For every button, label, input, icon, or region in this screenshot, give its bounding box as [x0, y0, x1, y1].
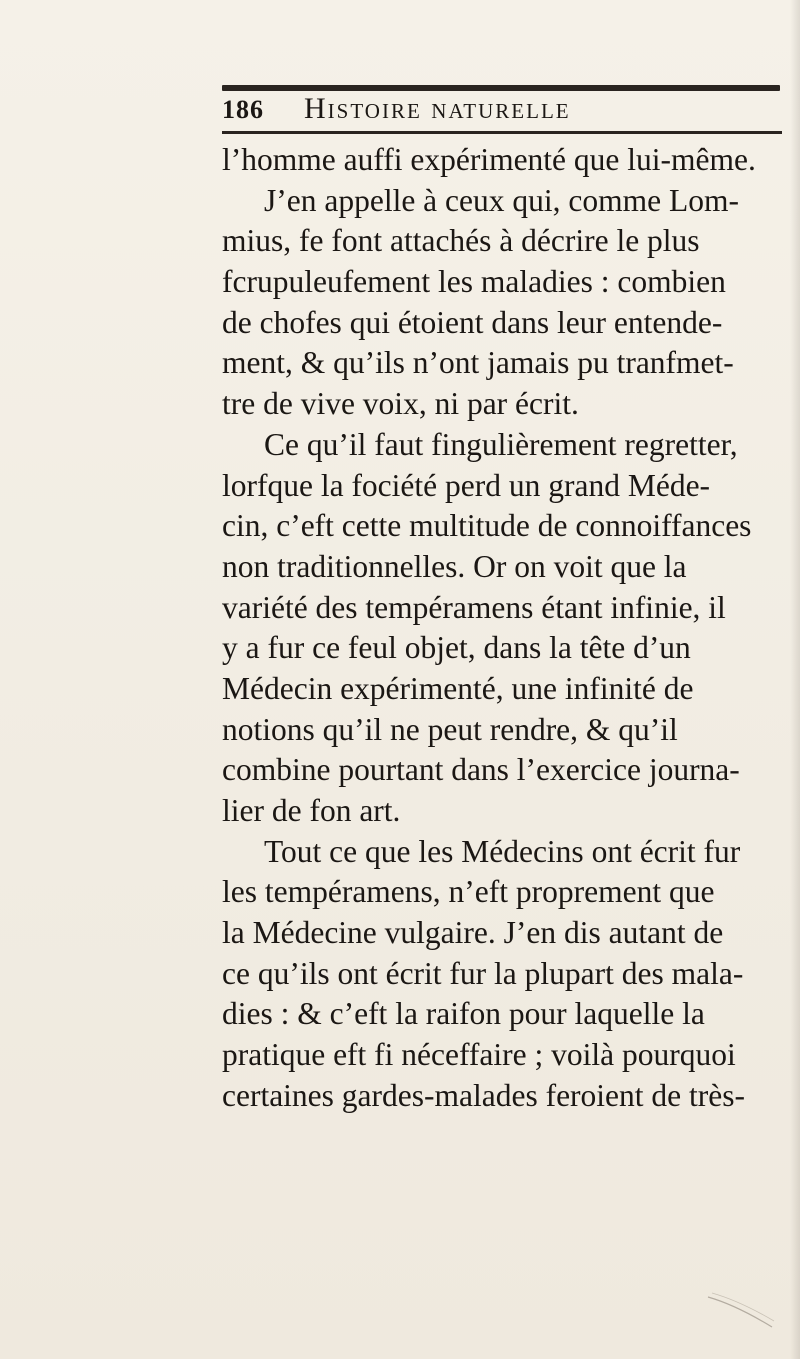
text-line: Tout ce que les Médecins ont écrit fur — [264, 833, 741, 869]
text-line: non traditionnelles. Or on voit que la — [222, 548, 687, 584]
text-line: ce qu’ils ont écrit fur la plupart des mala- — [222, 955, 744, 991]
text-line: certaines gardes-malades feroient de très- — [222, 1077, 745, 1113]
text-line: tre de vive voix, ni par écrit. — [222, 386, 579, 422]
page-number: 186 — [222, 95, 264, 124]
text-line: de chofes qui étoient dans leur entende- — [222, 304, 723, 340]
text-line: pratique eft fi néceffaire ; voilà pourquoi — [222, 1037, 736, 1073]
header-bottom-rule — [222, 131, 782, 134]
text-line: ment, & qu’ils n’ont jamais pu tranfmet- — [222, 345, 734, 381]
text-line: les tempéramens, n’eft proprement que — [222, 874, 715, 910]
text-line: fcrupuleufement les maladies : combien — [222, 264, 726, 300]
text-line: Médecin expérimenté, une infinité de — [222, 670, 694, 706]
running-header — [222, 92, 782, 132]
header-top-rule — [222, 85, 780, 91]
running-title: Histoire naturelle — [304, 92, 571, 125]
text-line: cin, c’eft cette multitude de connoiffances — [222, 508, 752, 544]
page-crease-mark — [706, 1291, 776, 1331]
text-line: lier de fon art. — [222, 793, 401, 828]
text-line: variété des tempéramens étant infinie, il — [222, 589, 726, 625]
text-line: notions qu’il ne peut rendre, & qu’il — [222, 711, 678, 747]
text-line: lorfque la fociété perd un grand Méde- — [222, 467, 711, 503]
text-line: dies : & c’eft la raifon pour laquelle la — [222, 996, 705, 1032]
text-line: J’en appelle à ceux qui, comme Lom- — [264, 182, 739, 218]
text-line: combine pourtant dans l’exercice journa- — [222, 752, 740, 788]
body-text — [222, 140, 794, 1117]
page-edge-shadow — [790, 0, 800, 1359]
text-line: la Médecine vulgaire. J’en dis autant de — [222, 915, 724, 951]
text-line: l’homme auffi expérimenté que lui-même. — [222, 142, 756, 177]
text-line: mius, fe font attachés à décrire le plus — [222, 223, 700, 259]
text-line: y a fur ce feul objet, dans la tête d’un — [222, 630, 691, 666]
text-line: Ce qu’il faut fingulièrement regretter, — [264, 426, 738, 462]
